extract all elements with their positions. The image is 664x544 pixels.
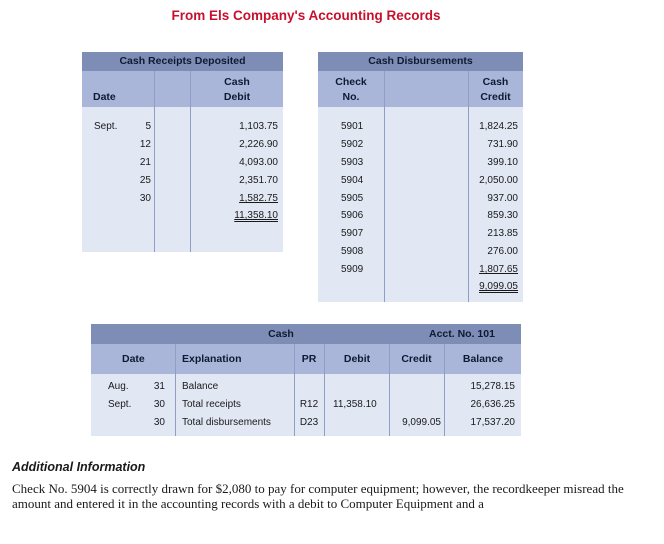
ledger-explanation: Balance (182, 381, 219, 392)
ledger-day: 30 (153, 417, 165, 428)
ledger-header-row (91, 344, 521, 374)
check-number: 5901 (341, 121, 364, 132)
receipt-day: 12 (139, 139, 151, 150)
credit-header: Credit (401, 353, 432, 365)
ledger-month: Sept. (108, 399, 132, 410)
column-divider (294, 344, 295, 436)
cash-ledger-account (91, 324, 521, 436)
ledger-balance: 15,278.15 (470, 381, 515, 392)
disbursement-amount: 276.00 (487, 246, 518, 257)
ledger-debit: 11,358.10 (333, 399, 377, 410)
disbursement-amount: 2,050.00 (479, 175, 518, 186)
ledger-day: 31 (153, 381, 165, 392)
check-number: 5908 (341, 246, 364, 257)
cash-header: Cash (224, 76, 250, 88)
receipt-amount: 2,226.90 (239, 139, 278, 150)
account-name: Cash (268, 328, 294, 340)
receipt-amount: 4,093.00 (239, 157, 278, 168)
explanation-header: Explanation (182, 353, 242, 365)
receipts-month: Sept. (94, 121, 118, 132)
account-number: Acct. No. 101 (429, 328, 495, 340)
check-header: Check (335, 76, 367, 88)
pr-header: PR (301, 353, 317, 365)
date-header: Date (93, 91, 116, 103)
column-divider (154, 71, 155, 252)
ledger-banner (91, 324, 521, 344)
additional-info-heading: Additional Information (12, 460, 146, 474)
receipt-day: 30 (139, 193, 151, 204)
disbursement-amount: 937.00 (487, 193, 518, 204)
ledger-explanation: Total receipts (182, 399, 241, 410)
disbursement-amount: 1,824.25 (479, 121, 518, 132)
disbursements-total: 9,099.05 (479, 281, 518, 292)
ledger-balance: 26,636.25 (470, 399, 515, 410)
receipts-banner: Cash Receipts Deposited (82, 52, 283, 71)
receipts-body (82, 107, 283, 252)
ledger-month: Aug. (108, 381, 129, 392)
column-divider (468, 71, 469, 302)
column-divider (175, 344, 176, 436)
credit-header: Credit (480, 91, 511, 103)
check-number: 5905 (341, 193, 364, 204)
check-number: 5902 (341, 139, 364, 150)
balance-header: Balance (462, 353, 504, 365)
column-divider (190, 71, 191, 252)
disbursement-amount: 213.85 (487, 228, 518, 239)
disbursements-body (318, 107, 523, 302)
check-number: 5904 (341, 175, 364, 186)
receipt-day: 5 (145, 121, 151, 132)
receipt-amount: 1,582.75 (239, 193, 278, 204)
ledger-date-header: Date (122, 353, 145, 365)
column-divider (389, 344, 390, 436)
debit-header: Debit (223, 91, 251, 103)
column-divider (324, 344, 325, 436)
ledger-credit: 9,099.05 (402, 417, 441, 428)
ledger-body (91, 374, 521, 436)
receipt-day: 25 (139, 175, 151, 186)
ledger-pr: D23 (299, 417, 319, 428)
disbursement-amount: 399.10 (487, 157, 518, 168)
receipts-header-row (82, 71, 283, 107)
check-number: 5907 (341, 228, 364, 239)
column-divider (384, 71, 385, 302)
ledger-balance: 17,537.20 (470, 417, 515, 428)
receipts-total: 11,358.10 (234, 210, 278, 221)
check-no-header: No. (342, 91, 360, 103)
check-number: 5906 (341, 210, 364, 221)
receipt-amount: 2,351.70 (239, 175, 278, 186)
disbursement-amount: 1,807.65 (479, 264, 518, 275)
disbursements-banner: Cash Disbursements (318, 52, 523, 71)
additional-info-text: Check No. 5904 is correctly drawn for $2,080 to pay for computer equipment; however, the recordkeeper misread the amount and entered it in the accounting records with a debit to Computer Equipment and a (12, 481, 624, 511)
debit-header: Debit (343, 353, 371, 365)
ledger-explanation: Total disbursements (182, 417, 271, 428)
disbursement-amount: 859.30 (487, 210, 518, 221)
disbursements-header-row (318, 71, 523, 107)
ledger-pr: R12 (299, 399, 319, 410)
disbursement-amount: 731.90 (487, 139, 518, 150)
receipt-amount: 1,103.75 (239, 121, 278, 132)
page-title: From Els Company's Accounting Records (171, 8, 441, 23)
check-number: 5909 (341, 264, 364, 275)
cash-receipts-table (82, 52, 283, 252)
receipt-day: 21 (139, 157, 151, 168)
cash-disbursements-table (318, 52, 523, 302)
check-number: 5903 (341, 157, 364, 168)
ledger-day: 30 (153, 399, 165, 410)
column-divider (444, 344, 445, 436)
cash-header: Cash (482, 76, 509, 88)
